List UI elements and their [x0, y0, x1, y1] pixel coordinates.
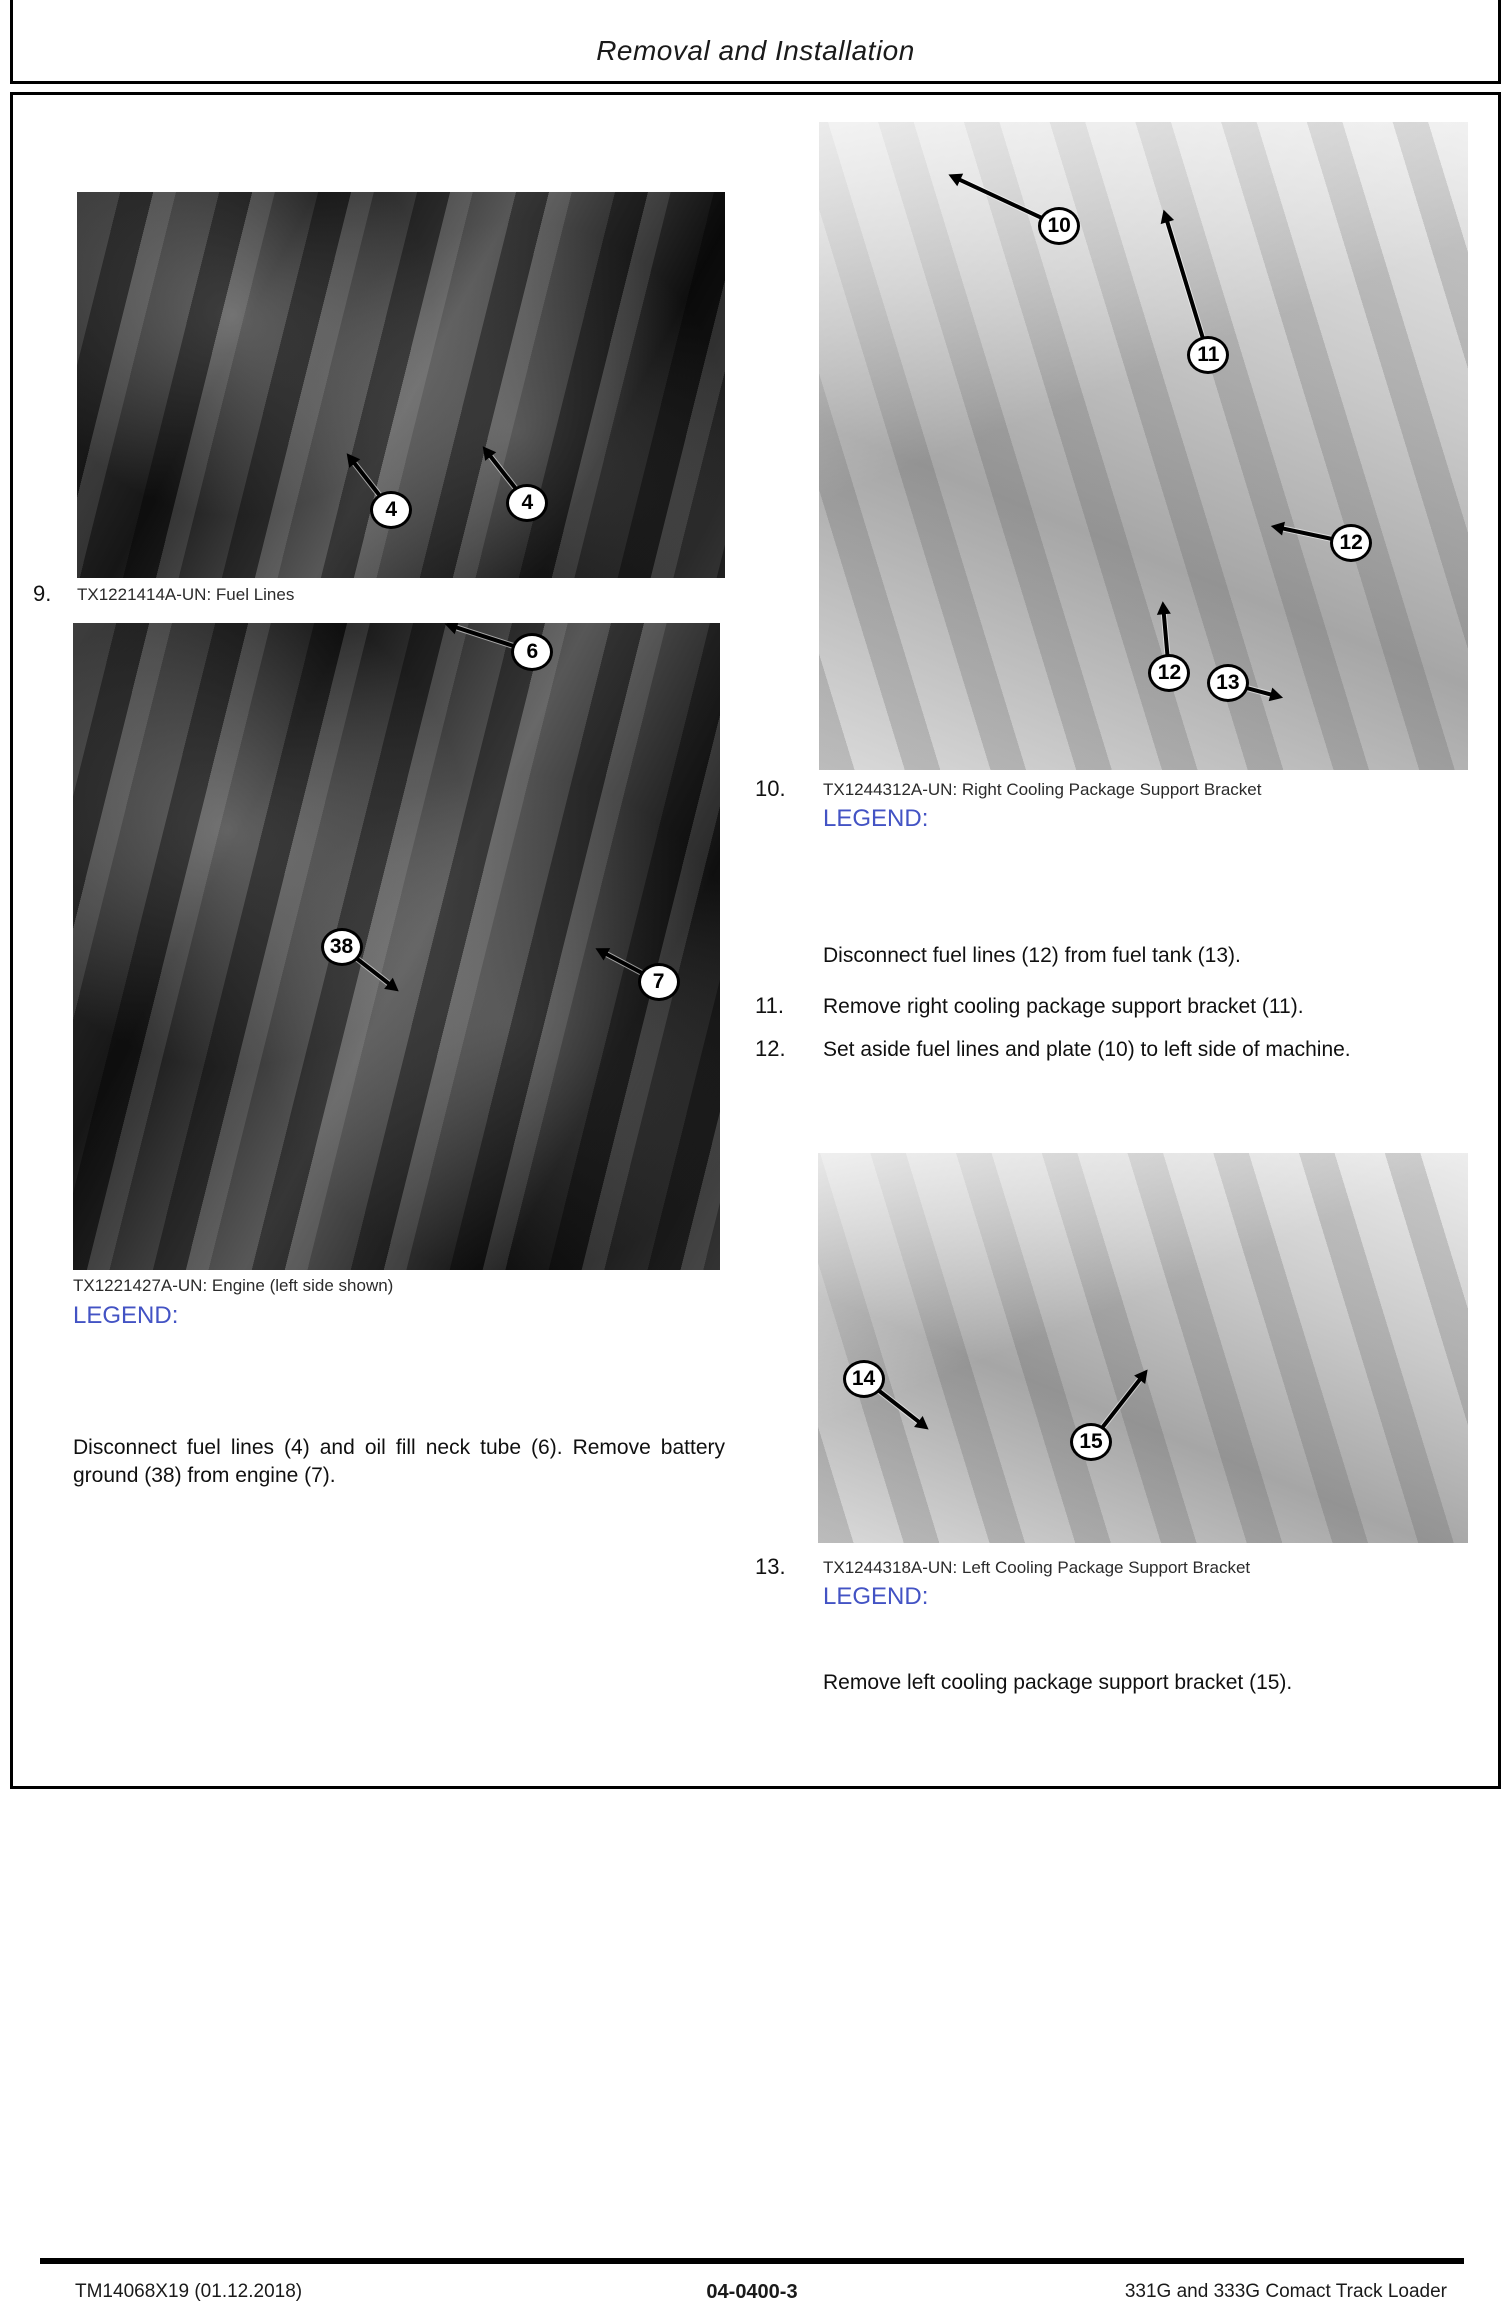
- page-title: Removal and Installation: [596, 35, 915, 66]
- figure-caption-fuel-lines: TX1221414A-UN: Fuel Lines: [77, 585, 295, 604]
- callout-number: 4: [370, 491, 412, 529]
- callout-layer: [77, 192, 725, 578]
- callout-marker: [638, 963, 680, 1001]
- step-10-body: Disconnect fuel lines (12) from fuel tank (13).: [823, 944, 1241, 967]
- figure-fuel-lines-photo: [77, 192, 725, 578]
- callout-marker: [1207, 664, 1249, 702]
- callout-number: 13: [1207, 664, 1249, 702]
- step-9-body: Disconnect fuel lines (4) and oil fill neck tube (6). Remove battery ground (38) from engine (7).: [73, 1436, 725, 1487]
- callout-marker: [1070, 1423, 1112, 1461]
- page-header: [10, 0, 1501, 84]
- step-number-11: 11.: [755, 993, 784, 1018]
- callout-arrow: [1166, 221, 1211, 356]
- callout-layer: [819, 122, 1468, 770]
- callout-number: 10: [1038, 207, 1080, 245]
- legend-title-engine: LEGEND:: [73, 1302, 179, 1329]
- footer-page-number: 04-0400-3: [706, 2281, 798, 2303]
- callout-number: 12: [1330, 524, 1372, 562]
- callout-number: 14: [843, 1360, 885, 1398]
- callout-marker: [506, 484, 548, 522]
- legend-title-right-bracket: LEGEND:: [823, 805, 929, 832]
- figure-caption-left-bracket: TX1244318A-UN: Left Cooling Package Support Bracket: [823, 1558, 1251, 1577]
- step-number-12: 12.: [755, 1036, 786, 1061]
- callout-marker: [370, 491, 412, 529]
- callout-layer: [73, 623, 720, 1270]
- figure-engine-photo: [73, 623, 720, 1270]
- step-11-body: Remove right cooling package support bracket (11).: [823, 995, 1304, 1018]
- callout-number: 11: [1187, 336, 1229, 374]
- callout-number: 7: [638, 963, 680, 1001]
- callout-number: 15: [1070, 1423, 1112, 1461]
- callout-number: 6: [511, 633, 553, 671]
- figure-caption-right-bracket: TX1244312A-UN: Right Cooling Package Support Bracket: [823, 780, 1262, 799]
- callout-marker: [843, 1360, 885, 1398]
- callout-number: 38: [321, 928, 363, 966]
- callout-marker: [1187, 336, 1229, 374]
- figure-right-bracket-drawing: [819, 122, 1468, 770]
- content-frame: [10, 92, 1501, 1789]
- callout-number: 12: [1148, 654, 1190, 692]
- step-12-body: Set aside fuel lines and plate (10) to left side of machine.: [823, 1038, 1351, 1061]
- callout-marker: [1330, 524, 1372, 562]
- figure-left-bracket-drawing: [818, 1153, 1468, 1543]
- footer-doc-number: TM14068X19 (01.12.2018): [75, 2281, 303, 2302]
- figure-caption-engine: TX1221427A-UN: Engine (left side shown): [73, 1276, 394, 1295]
- footer-model: 331G and 333G Comact Track Loader: [1124, 2281, 1447, 2302]
- step-13-body: Remove left cooling package support bracket (15).: [823, 1671, 1293, 1694]
- callout-marker: [511, 633, 553, 671]
- footer-rule: [40, 2258, 1464, 2264]
- callout-marker: [321, 928, 363, 966]
- callout-marker: [1038, 207, 1080, 245]
- callout-number: 4: [506, 484, 548, 522]
- step-number-9: 9.: [33, 581, 52, 606]
- step-number-13: 13.: [755, 1554, 786, 1579]
- legend-title-left-bracket: LEGEND:: [823, 1583, 929, 1610]
- step-number-10: 10.: [755, 776, 786, 801]
- callout-marker: [1148, 654, 1190, 692]
- callout-layer: [818, 1153, 1468, 1543]
